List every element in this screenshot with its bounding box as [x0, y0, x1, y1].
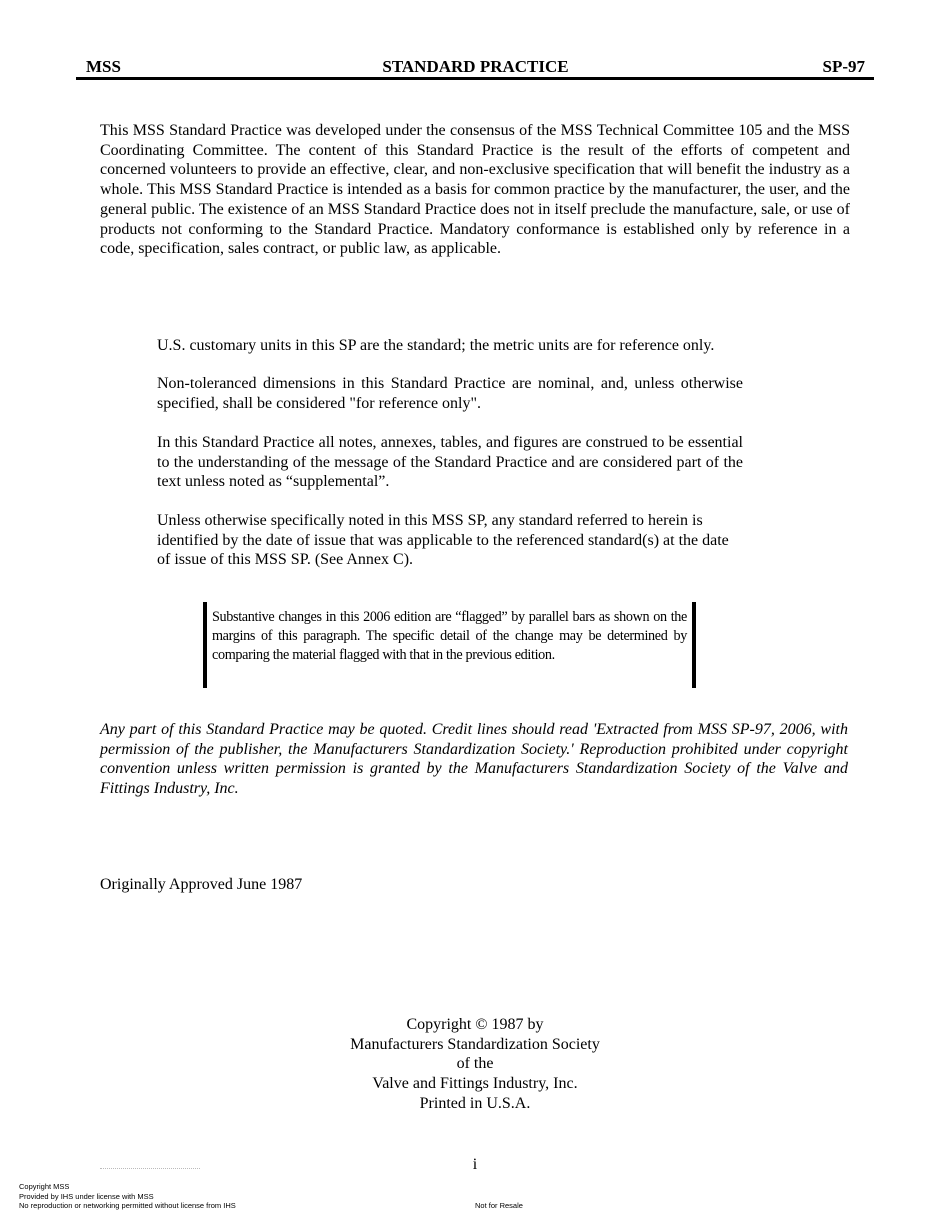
copyright-line: Manufacturers Standardization Society — [350, 1035, 600, 1053]
note-annexes: In this Standard Practice all notes, annexes, tables, and figures are construed to be essential to the understanding of the message of the Standard Practice and are considered part of the text unless noted as “supplemental”. — [157, 434, 743, 491]
copyright-line: Valve and Fittings Industry, Inc. — [372, 1075, 578, 1093]
footer-line: Copyright MSS — [19, 1182, 70, 1191]
copyright-block — [0, 1015, 950, 1114]
copyright-line: Printed in U.S.A. — [419, 1094, 531, 1112]
header-org: MSS — [86, 57, 121, 76]
license-footer — [19, 1182, 236, 1211]
approval-date: Originally Approved June 1987 — [100, 876, 303, 893]
note-units: U.S. customary units in this SP are the standard; the metric units are for reference only. — [157, 337, 715, 354]
copyright-line: Copyright © 1987 by — [406, 1016, 544, 1033]
page-number: i — [472, 1156, 478, 1173]
footer-line: No reproduction or networking permitted without license from IHS — [19, 1201, 236, 1210]
intro-paragraph: This MSS Standard Practice was developed under the consensus of the MSS Technical Committee 105 and the MSS Coordinating Committee. The content of this Standard Practice is the result of the efforts of competent and concerned volunteers to provide an effective, clear, and non-exclusive specification that will benefit the industry as a whole. This MSS Standard Practice is intended as a basis for common practice by the manufacturer, the user, and the general public. The existence of an MSS Standard Practice does not in itself preclude the manufacture, sale, or use of products not conforming to the Standard Practice. Mandatory conformance is established only by reference in a code, specification, sales contract, or public law, as applicable. — [100, 122, 850, 258]
change-bar-left — [203, 602, 207, 688]
header-rule — [76, 77, 874, 80]
copyright-line: of the — [456, 1055, 494, 1073]
note-standards-dates: Unless otherwise specifically noted in this MSS SP, any standard referred to herein is identified by the date of issue that was applicable to the referenced standard(s) at the date of issue of this MSS SP. (See Annex C). — [157, 512, 729, 569]
flagged-changes-box — [203, 602, 696, 688]
page-header — [78, 57, 873, 79]
faint-divider — [100, 1168, 200, 1170]
change-bar-right — [692, 602, 696, 688]
note-dimensions: Non-toleranced dimensions in this Standard Practice are nominal, and, unless otherwise specified, shall be considered "for reference only". — [157, 375, 743, 412]
not-for-resale: Not for Resale — [475, 1201, 523, 1210]
header-title: STANDARD PRACTICE — [382, 57, 569, 76]
footer-line: Provided by IHS under license with MSS — [19, 1191, 154, 1201]
quotation-notice: Any part of this Standard Practice may be quoted. Credit lines should read 'Extracted from MSS SP-97, 2006, with permission of the publisher, the Manufacturers Standardization Society.' Reproduction prohibited under copyright convention unless written permission is granted by the Manufacturers Standardization Society of the Valve and Fittings Industry, Inc. — [100, 721, 848, 798]
header-doc-id: SP-97 — [822, 57, 865, 76]
flagged-changes-text: Substantive changes in this 2006 edition are “flagged” by parallel bars as shown on the margins of this paragraph. The specific detail of the change may be determined by comparing the material flagged with that in the previous edition. — [212, 609, 687, 664]
